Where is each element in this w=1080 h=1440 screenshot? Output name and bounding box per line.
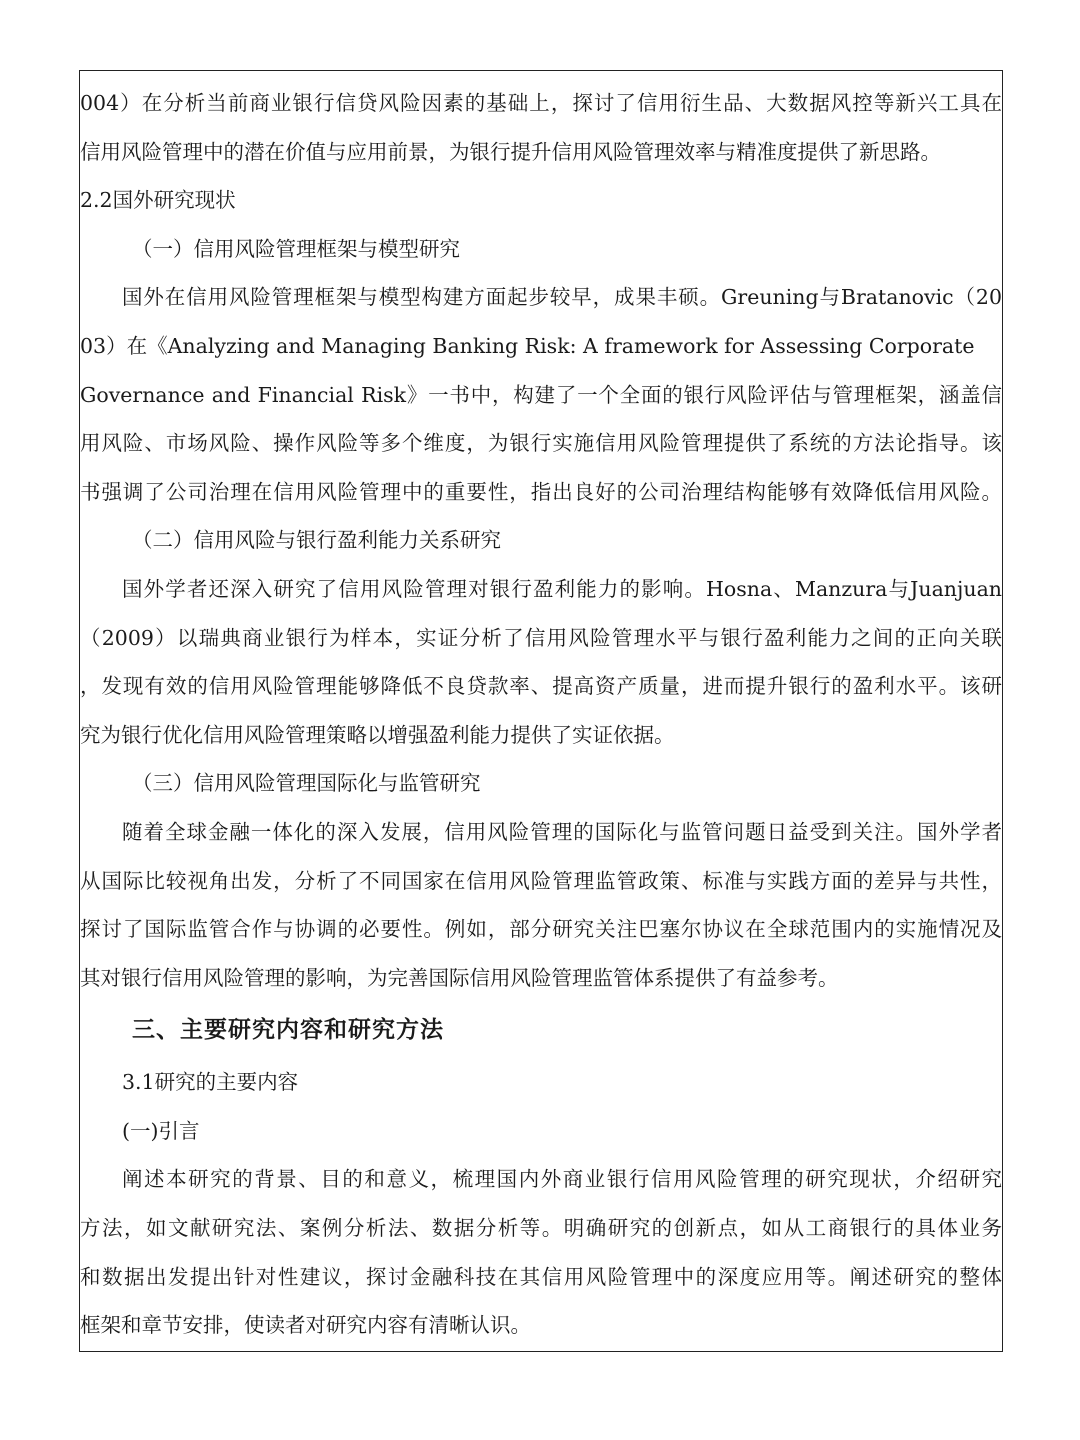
paragraph-line: 用风险、市场风险、操作风险等多个维度，为银行实施信用风险管理提供了系统的方法论指导。该 [80,431,1002,456]
subsection-heading: （二）信用风险与银行盈利能力关系研究 [132,528,501,553]
paragraph-line: 004）在分析当前商业银行信贷风险因素的基础上，探讨了信用衍生品、大数据风控等新兴工具在 [80,91,1002,115]
paragraph-line: 阐述本研究的背景、目的和意义，梳理国内外商业银行信用风险管理的研究现状，介绍研究 [122,1167,1002,1192]
section-heading: 2.2国外研究现状 [80,188,236,213]
subsection-heading: (一)引言 [122,1118,200,1143]
paragraph-line: 信用风险管理中的潜在价值与应用前景，为银行提升信用风险管理效率与精准度提供了新思路。 [80,139,941,164]
paragraph-line: 国外在信用风险管理框架与模型构建方面起步较早，成果丰硕。Greuning与Bratanovic（20 [122,285,1002,310]
subsection-heading: （三）信用风险管理国际化与监管研究 [132,771,481,796]
paragraph-line: 方法，如文献研究法、案例分析法、数据分析等。明确研究的创新点，如从工商银行的具体业务 [80,1216,1002,1241]
paragraph-line: 从国际比较视角出发，分析了不同国家在信用风险管理监管政策、标准与实践方面的差异与共性， [80,868,1002,893]
paragraph-line: 书强调了公司治理在信用风险管理中的重要性，指出良好的公司治理结构能够有效降低信用风险。 [80,479,1002,504]
paragraph-line: 探讨了国际监管合作与协调的必要性。例如，部分研究关注巴塞尔协议在全球范围内的实施情况及 [80,917,1002,942]
paragraph-line: 和数据出发提出针对性建议，探讨金融科技在其信用风险管理中的深度应用等。阐述研究的整体 [80,1264,1002,1289]
paragraph-line: 其对银行信用风险管理的影响，为完善国际信用风险管理监管体系提供了有益参考。 [80,965,839,990]
paragraph-line: ，发现有效的信用风险管理能够降低不良贷款率、提高资产质量，进而提升银行的盈利水平。该研 [80,674,1002,699]
paragraph-line: 框架和章节安排，使读者对研究内容有清晰认识。 [80,1313,531,1338]
document-body [80,79,1002,1350]
paragraph-line: 03）在《Analyzing and Managing Banking Risk: A framework for Assessing Corporate [80,333,975,358]
chapter-heading: 三、主要研究内容和研究方法 [132,1016,444,1044]
paragraph-line: 国外学者还深入研究了信用风险管理对银行盈利能力的影响。Hosna、Manzura与Juanjuan [122,576,1002,601]
section-heading: 3.1研究的主要内容 [122,1070,299,1095]
paragraph-line: 随着全球金融一体化的深入发展，信用风险管理的国际化与监管问题日益受到关注。国外学者 [122,819,1002,844]
paragraph-line: Governance and Financial Risk》一书中，构建了一个全面的银行风险评估与管理框架，涵盖信 [80,382,1002,407]
subsection-heading: （一）信用风险管理框架与模型研究 [132,236,460,261]
paragraph-line: （2009）以瑞典商业银行为样本，实证分析了信用风险管理水平与银行盈利能力之间的正向关联 [80,625,1002,650]
paragraph-line: 究为银行优化信用风险管理策略以增强盈利能力提供了实证依据。 [80,722,675,747]
